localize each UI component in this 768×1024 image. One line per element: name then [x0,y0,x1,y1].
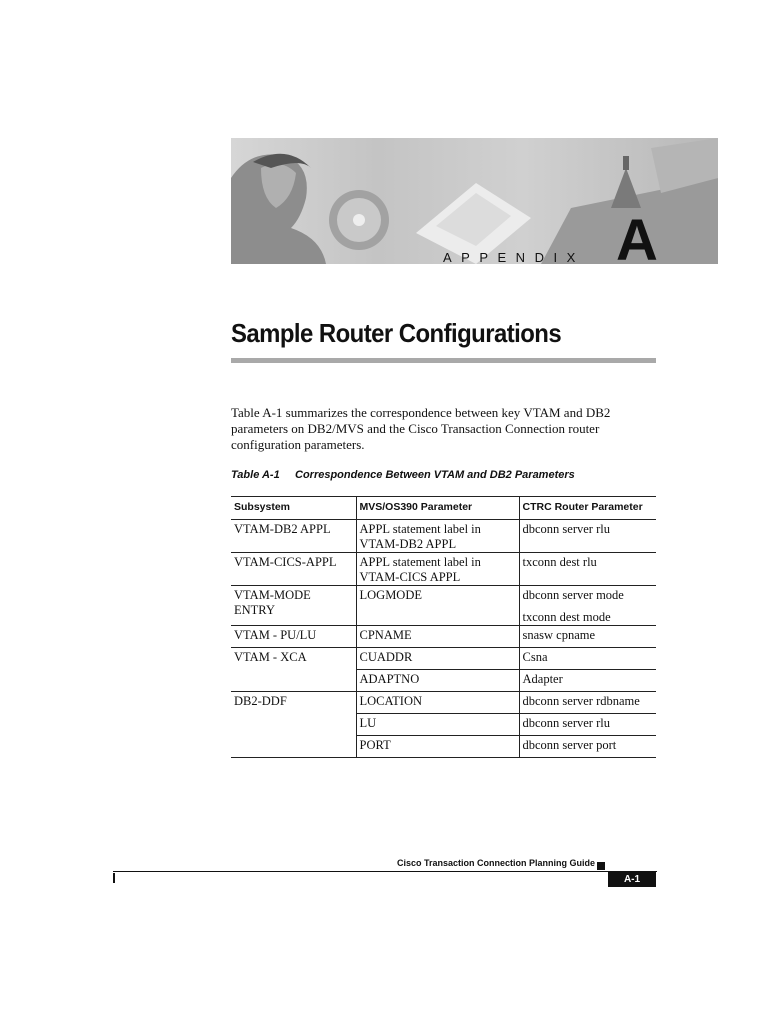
table-cell: CUADDR [356,648,519,670]
table-caption [231,469,575,481]
footer-rule [113,871,657,872]
table-row [231,553,656,586]
table-row [231,586,656,626]
table-cell: PORT [356,736,519,758]
table-cell: snasw cpname [519,626,656,648]
table-cell: APPL statement label in VTAM-DB2 APPL [356,520,519,553]
table-cell: dbconn server rdbname [519,692,656,714]
table-row [231,670,656,692]
table-cell-line: dbconn server mode [522,588,624,602]
table-cell: APPL statement label in VTAM-CICS APPL [356,553,519,586]
table-caption-number: Table A-1 [231,469,280,481]
footer-square-marker [597,862,605,870]
table-cell: CPNAME [356,626,519,648]
table-cell: ADAPTNO [356,670,519,692]
table-cell: LOCATION [356,692,519,714]
table-cell: VTAM-DB2 APPL [231,520,356,553]
parameters-table [231,496,656,758]
table-cell: VTAM-CICS-APPL [231,553,356,586]
table-cell [519,586,656,626]
table-row [231,520,656,553]
page-title: Sample Router Configurations [231,318,562,348]
footer-left-mark [113,873,115,883]
table-cell: Csna [519,648,656,670]
table-cell: LOGMODE [356,586,519,626]
appendix-label: APPENDIX [443,250,585,265]
table-row [231,648,656,670]
table-cell [231,714,356,736]
table-cell: dbconn server rlu [519,714,656,736]
table-cell [231,670,356,692]
table-header-row [231,497,656,520]
intro-paragraph: Table A-1 summarizes the correspondence between key VTAM and DB2 parameters on DB2/MVS and the Cisco Transaction Connection router configuration parameters. [231,405,611,452]
page-number: A-1 [608,872,656,887]
table-row [231,714,656,736]
table-cell: dbconn server rlu [519,520,656,553]
table-cell: VTAM - XCA [234,650,307,664]
title-rule [231,358,656,363]
table-cell: Adapter [519,670,656,692]
table-cell: VTAM - PU/LU [231,626,356,648]
table-cell: DB2-DDF [234,694,287,708]
table-row [231,736,656,758]
column-header-ctrc-parameter: CTRC Router Parameter [519,497,656,520]
table-row [231,626,656,648]
table-row [231,692,656,714]
table-cell [231,736,356,758]
column-header-subsystem: Subsystem [231,497,356,520]
table-cell: VTAM-MODE ENTRY [231,586,356,626]
column-header-mvs-parameter: MVS/OS390 Parameter [356,497,519,520]
table-cell-line: txconn dest mode [522,610,611,624]
table-cell: dbconn server port [519,736,656,758]
table-cell: txconn dest rlu [519,553,656,586]
footer-guide-title: Cisco Transaction Connection Planning Guide [397,858,596,868]
appendix-letter: A [616,208,658,273]
table-caption-text: Correspondence Between VTAM and DB2 Parameters [295,469,575,481]
table-cell: LU [356,714,519,736]
